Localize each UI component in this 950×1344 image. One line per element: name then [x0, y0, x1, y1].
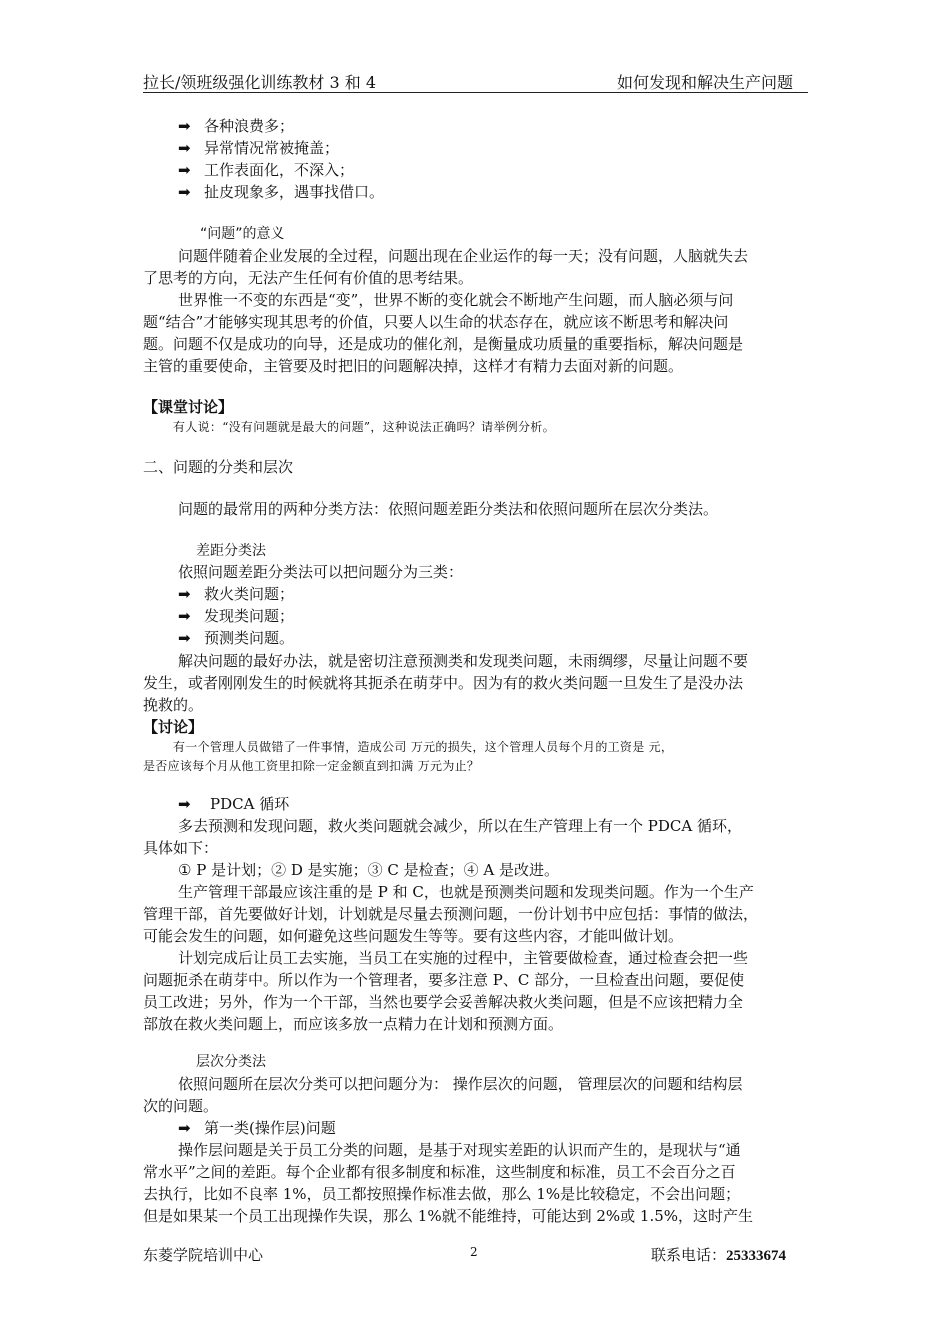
- paragraph-line: 发生，或者刚刚发生的时候就将其扼杀在萌芽中。因为有的救火类问题一旦发生了是没办法: [143, 674, 744, 692]
- footer-contact: [651, 1244, 786, 1265]
- arrow-icon: ➡: [178, 585, 191, 603]
- bullet-item: [178, 605, 294, 627]
- section-title: 二、问题的分类和层次: [143, 458, 294, 476]
- bullet-text: 发现类问题；: [204, 607, 295, 625]
- paragraph-line: 次的问题。: [143, 1097, 219, 1115]
- bullet-item: [178, 181, 384, 203]
- arrow-icon: ➡: [178, 183, 191, 201]
- section-intro: 问题的最常用的两种分类方法：依照问题差距分类法和依照问题所在层次分类法。: [178, 500, 719, 518]
- bullet-item: [178, 137, 339, 159]
- paragraph-line: 题。问题不仅是成功的向导，还是成功的催化剂，是衡量成功质量的重要指标，解决问题是: [143, 335, 744, 353]
- arrow-icon: ➡: [178, 117, 191, 135]
- bullet-item: [178, 583, 294, 605]
- paragraph-line: 多去预测和发现问题，救火类问题就会减少，所以在生产管理上有一个 PDCA 循环，: [178, 817, 742, 835]
- bullet-text: 预测类问题。: [204, 629, 295, 647]
- arrow-icon: ➡: [178, 795, 191, 813]
- footer-left: 东菱学院培训中心: [143, 1246, 264, 1264]
- page-header-left: 拉长/领班级强化训练教材 3 和 4: [143, 73, 377, 92]
- paragraph-line: 可能会发生的问题，如何避免这些问题发生等等。要有这些内容，才能叫做计划。: [143, 927, 684, 945]
- arrow-icon: ➡: [178, 629, 191, 647]
- bullet-text: 救火类问题；: [204, 585, 295, 603]
- paragraph-line: 问题扼杀在萌芽中。所以作为一个管理者，要多注意 P、C 部分，一旦检查出问题，要促使: [143, 971, 745, 989]
- bullet-text: 第一类(操作层)问题: [204, 1119, 336, 1137]
- paragraph-line: 计划完成后让员工去实施，当员工在实施的过程中，主管要做检查，通过检查会把一些: [178, 949, 749, 967]
- bullet-item: [178, 627, 294, 649]
- paragraph-line: ① P 是计划；② D 是实施；③ C 是检查；④ A 是改进。: [178, 861, 560, 879]
- paragraph-line: 具体如下：: [143, 839, 219, 857]
- arrow-icon: ➡: [178, 607, 191, 625]
- discussion-label: 【讨论】: [143, 718, 204, 736]
- meaning-heading: “问题”的意义: [200, 226, 285, 242]
- discussion-text-line: 有一个管理人员做错了一件事情，造成公司 万元的损失，这个管理人员每个月的工资是 元，: [173, 740, 674, 754]
- paragraph-line: 主管的重要使命，主管要及时把旧的问题解决掉，这样才有精力去面对新的问题。: [143, 357, 684, 375]
- gap-heading: 差距分类法: [196, 543, 266, 559]
- paragraph-line: 依照问题所在层次分类可以把问题分为： 操作层次的问题， 管理层次的问题和结构层: [178, 1075, 743, 1093]
- class-discussion-text: 有人说：“没有问题就是最大的问题”，这种说法正确吗？请举例分析。: [173, 420, 555, 434]
- phone-label: 联系电话：: [651, 1246, 727, 1264]
- header-rule: [143, 92, 808, 93]
- page-number: 2: [470, 1245, 478, 1259]
- paragraph-line: 部放在救火类问题上，而应该多放一点精力在计划和预测方面。: [143, 1015, 564, 1033]
- page-header-right: 如何发现和解决生产问题: [617, 73, 794, 92]
- arrow-icon: ➡: [178, 1119, 191, 1137]
- bullet-text: 异常情况常被掩盖；: [204, 139, 340, 157]
- paragraph-line: 去执行，比如不良率 1%，员工都按照操作标准去做，那么 1%是比较稳定，不会出问题；: [143, 1185, 741, 1203]
- paragraph-line: 常水平”之间的差距。每个企业都有很多制度和标准，这些制度和标准，员工不会百分之百: [143, 1163, 736, 1181]
- paragraph-line: 管理干部，首先要做好计划，计划就是尽量去预测问题，一份计划书中应包括：事情的做法，: [143, 905, 759, 923]
- class-discussion-label: 【课堂讨论】: [143, 398, 234, 416]
- phone-number: 25333674: [726, 1248, 787, 1264]
- arrow-icon: ➡: [178, 139, 191, 157]
- bullet-text: 各种浪费多；: [204, 117, 295, 135]
- pdca-title: [178, 793, 289, 815]
- paragraph-line: 操作层问题是关于员工分类的问题，是基于对现实差距的认识而产生的，是现状与“通: [178, 1141, 741, 1159]
- paragraph-line: 挽救的。: [143, 696, 204, 714]
- bullet-item: [178, 159, 354, 181]
- paragraph-line: 员工改进；另外，作为一个干部，当然也要学会妥善解决救火类问题，但是不应该把精力全: [143, 993, 744, 1011]
- bullet-item: [178, 1117, 336, 1139]
- discussion-text-line: 是否应该每个月从他工资里扣除一定金额直到扣满 万元为止？: [143, 759, 480, 773]
- bullet-text: 扯皮现象多，遇事找借口。: [204, 183, 385, 201]
- paragraph-line: 世界惟一不变的东西是“变”，世界不断的变化就会不断地产生问题，而人脑必须与问: [178, 291, 734, 309]
- paragraph-line: 问题伴随着企业发展的全过程，问题出现在企业运作的每一天；没有问题，人脑就失去: [178, 247, 749, 265]
- paragraph-line: 解决问题的最好办法，就是密切注意预测类和发现类问题，未雨绸缪，尽量让问题不要: [178, 652, 749, 670]
- paragraph-line: 依照问题差距分类法可以把问题分为三类：: [178, 563, 464, 581]
- paragraph-line: 但是如果某一个员工出现操作失误，那么 1%就不能维持，可能达到 2%或 1.5%，这时产生: [143, 1207, 754, 1225]
- level-heading: 层次分类法: [196, 1054, 266, 1070]
- bullet-text: 工作表面化，不深入；: [204, 161, 355, 179]
- paragraph-line: 生产管理干部最应该注重的是 P 和 C，也就是预测类问题和发现类问题。作为一个生产: [178, 883, 754, 901]
- bullet-item: [178, 115, 294, 137]
- paragraph-line: 题“结合”才能够实现其思考的价值，只要人以生命的状态存在，就应该不断思考和解决问: [143, 313, 729, 331]
- paragraph-line: 了思考的方向，无法产生任何有价值的思考结果。: [143, 269, 474, 287]
- arrow-icon: ➡: [178, 161, 191, 179]
- pdca-title-text: PDCA 循环: [210, 795, 290, 813]
